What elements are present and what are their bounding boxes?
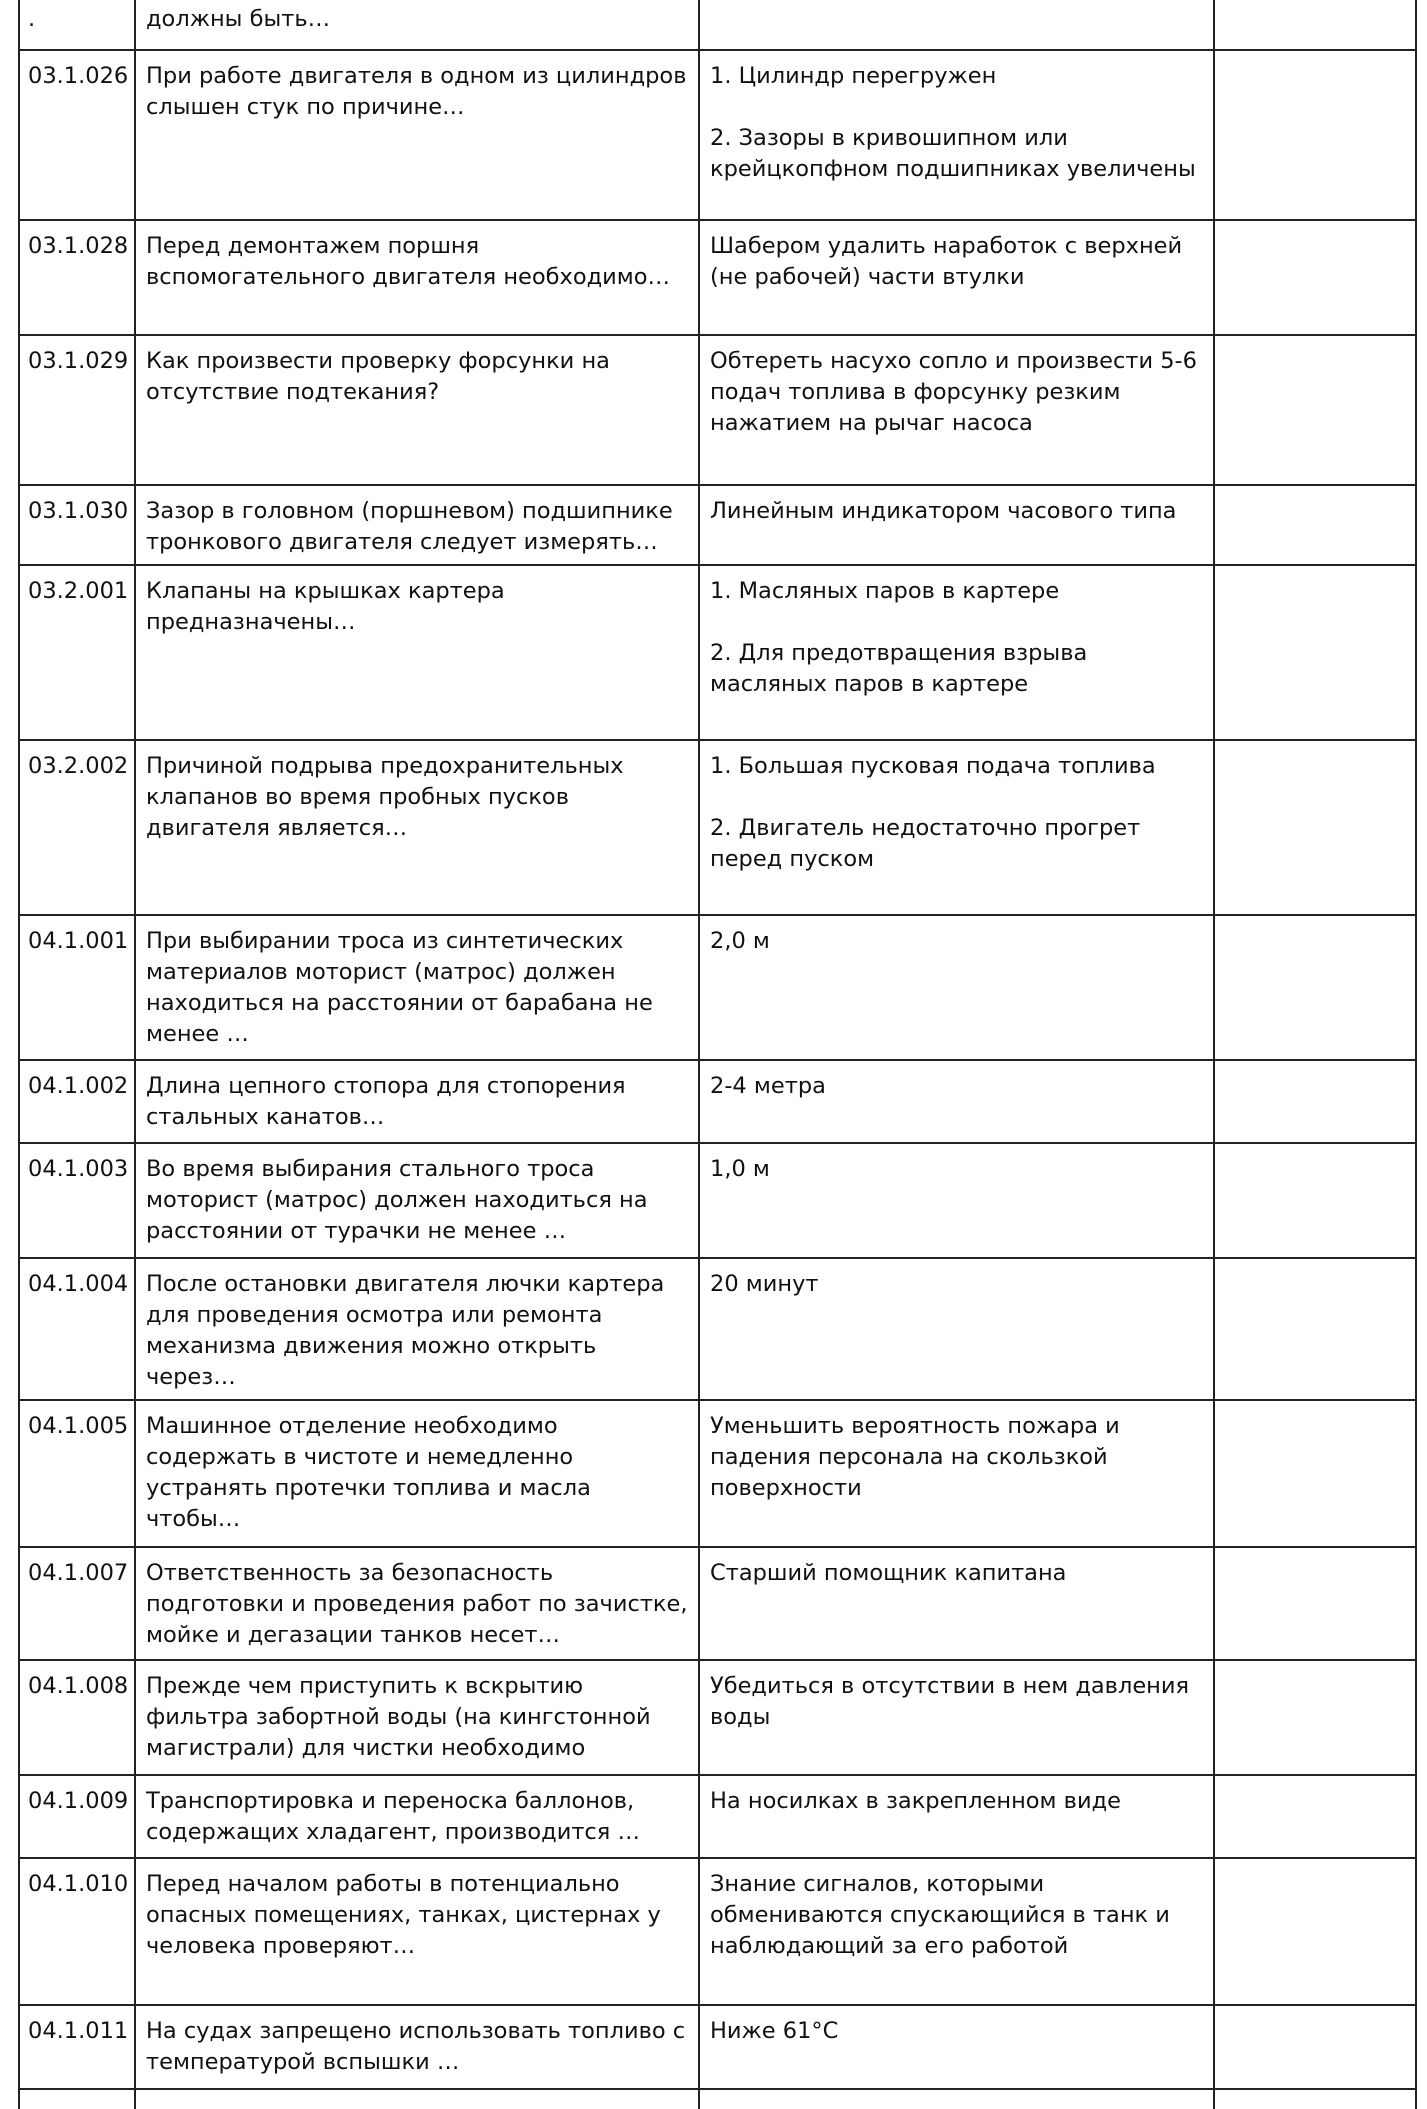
question-text: Машинное отделение необходимо содержать в чистоте и немедленно устранять протечки топлива и масла чтобы… bbox=[135, 1400, 699, 1547]
answer-text: 1. Большая пусковая подача топлива 2. Двигатель недостаточно прогрет перед пуском bbox=[699, 740, 1214, 915]
question-code: 04.1.002 bbox=[19, 1060, 135, 1143]
mark-cell bbox=[1214, 740, 1416, 915]
answer-text: Шабером удалить наработок с верхней (не рабочей) части втулки bbox=[699, 220, 1214, 335]
answer-text: 1. Цилиндр перегружен 2. Зазоры в кривошипном или крейцкопфном подшипниках увеличены bbox=[699, 50, 1214, 220]
mark-cell bbox=[1214, 220, 1416, 335]
question-text: Во время выбирания стального троса моторист (матрос) должен находиться на расстоянии от турачки не менее … bbox=[135, 1143, 699, 1258]
table-row bbox=[19, 2089, 1416, 2109]
table-row bbox=[19, 1143, 1416, 1258]
question-code: 04.1.009 bbox=[19, 1775, 135, 1858]
question-code: 04.1.004 bbox=[19, 1258, 135, 1400]
mark-cell bbox=[1214, 1547, 1416, 1660]
mark-cell bbox=[1214, 1660, 1416, 1775]
table-row bbox=[19, 1060, 1416, 1143]
mark-cell bbox=[1214, 335, 1416, 485]
answer-text: 20 минут bbox=[699, 1258, 1214, 1400]
question-text: Перед началом работы в потенциально опасных помещениях, танках, цистернах у человека проверяют… bbox=[135, 1858, 699, 2005]
question-code: . bbox=[19, 0, 135, 50]
mark-cell bbox=[1214, 50, 1416, 220]
table-row bbox=[19, 1400, 1416, 1547]
mark-cell bbox=[1214, 565, 1416, 740]
question-code: 04.1.011 bbox=[19, 2005, 135, 2089]
mark-cell bbox=[1214, 1060, 1416, 1143]
question-text: Зазор в головном (поршневом) подшипнике тронкового двигателя следует измерять… bbox=[135, 485, 699, 565]
table-row bbox=[19, 565, 1416, 740]
question-code: 03.2.002 bbox=[19, 740, 135, 915]
table-row bbox=[19, 1547, 1416, 1660]
answer-text: Уменьшить вероятность пожара и падения персонала на скользкой поверхности bbox=[699, 1400, 1214, 1547]
table-row bbox=[19, 50, 1416, 220]
question-code: 04.1.010 bbox=[19, 1858, 135, 2005]
question-text: При выбирании троса из синтетических материалов моторист (матрос) должен находиться на расстоянии от барабана не менее … bbox=[135, 915, 699, 1060]
question-text: Как произвести проверку форсунки на отсутствие подтекания? bbox=[135, 335, 699, 485]
table-row bbox=[19, 335, 1416, 485]
table-row bbox=[19, 220, 1416, 335]
table-body bbox=[19, 0, 1416, 2109]
question-text: На судах запрещено использовать топливо с температурой вспышки … bbox=[135, 2005, 699, 2089]
table-row bbox=[19, 1258, 1416, 1400]
question-text: Длина цепного стопора для стопорения стальных канатов… bbox=[135, 1060, 699, 1143]
mark-cell bbox=[1214, 1775, 1416, 1858]
mark-cell bbox=[1214, 0, 1416, 50]
question-text: Ответственность за безопасность подготовки и проведения работ по зачистке, мойке и дегазации танков несет… bbox=[135, 1547, 699, 1660]
question-text: Клапаны на крышках картера предназначены… bbox=[135, 565, 699, 740]
table-row bbox=[19, 485, 1416, 565]
mark-cell bbox=[1214, 1258, 1416, 1400]
question-code bbox=[19, 2089, 135, 2109]
question-code: 03.1.029 bbox=[19, 335, 135, 485]
mark-cell bbox=[1214, 2089, 1416, 2109]
answer-text bbox=[699, 2089, 1214, 2109]
question-code: 04.1.007 bbox=[19, 1547, 135, 1660]
question-code: 03.2.001 bbox=[19, 565, 135, 740]
table-row bbox=[19, 1775, 1416, 1858]
table-row bbox=[19, 2005, 1416, 2089]
mark-cell bbox=[1214, 485, 1416, 565]
table-row bbox=[19, 740, 1416, 915]
table-row bbox=[19, 915, 1416, 1060]
question-text: После остановки двигателя лючки картера для проведения осмотра или ремонта механизма движения можно открыть через… bbox=[135, 1258, 699, 1400]
answer-text: 2,0 м bbox=[699, 915, 1214, 1060]
question-code: 03.1.026 bbox=[19, 50, 135, 220]
question-text: Перед демонтажем поршня вспомогательного двигателя необходимо… bbox=[135, 220, 699, 335]
question-answer-table bbox=[18, 0, 1417, 2109]
answer-text: Линейным индикатором часового типа bbox=[699, 485, 1214, 565]
question-code: 04.1.008 bbox=[19, 1660, 135, 1775]
mark-cell bbox=[1214, 1858, 1416, 2005]
mark-cell bbox=[1214, 2005, 1416, 2089]
table-row bbox=[19, 0, 1416, 50]
question-code: 04.1.003 bbox=[19, 1143, 135, 1258]
answer-text: Убедиться в отсутствии в нем давления воды bbox=[699, 1660, 1214, 1775]
answer-text: Обтереть насухо сопло и произвести 5-6 подач топлива в форсунку резким нажатием на рычаг насоса bbox=[699, 335, 1214, 485]
answer-text: 1. Масляных паров в картере 2. Для предотвращения взрыва масляных паров в картере bbox=[699, 565, 1214, 740]
question-text: При работе двигателя в одном из цилиндров слышен стук по причине… bbox=[135, 50, 699, 220]
answer-text: 2-4 метра bbox=[699, 1060, 1214, 1143]
question-code: 04.1.001 bbox=[19, 915, 135, 1060]
question-text: Прежде чем приступить к вскрытию фильтра забортной воды (на кингстонной магистрали) для чистки необходимо bbox=[135, 1660, 699, 1775]
table-row bbox=[19, 1660, 1416, 1775]
answer-text: Ниже 61°С bbox=[699, 2005, 1214, 2089]
question-code: 03.1.030 bbox=[19, 485, 135, 565]
question-text: должны быть… bbox=[135, 0, 699, 50]
answer-text: На носилках в закрепленном виде bbox=[699, 1775, 1214, 1858]
mark-cell bbox=[1214, 915, 1416, 1060]
mark-cell bbox=[1214, 1143, 1416, 1258]
question-code: 04.1.005 bbox=[19, 1400, 135, 1547]
answer-text: Старший помощник капитана bbox=[699, 1547, 1214, 1660]
question-text bbox=[135, 2089, 699, 2109]
answer-text: 1,0 м bbox=[699, 1143, 1214, 1258]
answer-text bbox=[699, 0, 1214, 50]
mark-cell bbox=[1214, 1400, 1416, 1547]
question-code: 03.1.028 bbox=[19, 220, 135, 335]
question-text: Причиной подрыва предохранительных клапанов во время пробных пусков двигателя является… bbox=[135, 740, 699, 915]
question-text: Транспортировка и переноска баллонов, содержащих хладагент, производится … bbox=[135, 1775, 699, 1858]
table-row bbox=[19, 1858, 1416, 2005]
answer-text: Знание сигналов, которыми обмениваются спускающийся в танк и наблюдающий за его работой bbox=[699, 1858, 1214, 2005]
